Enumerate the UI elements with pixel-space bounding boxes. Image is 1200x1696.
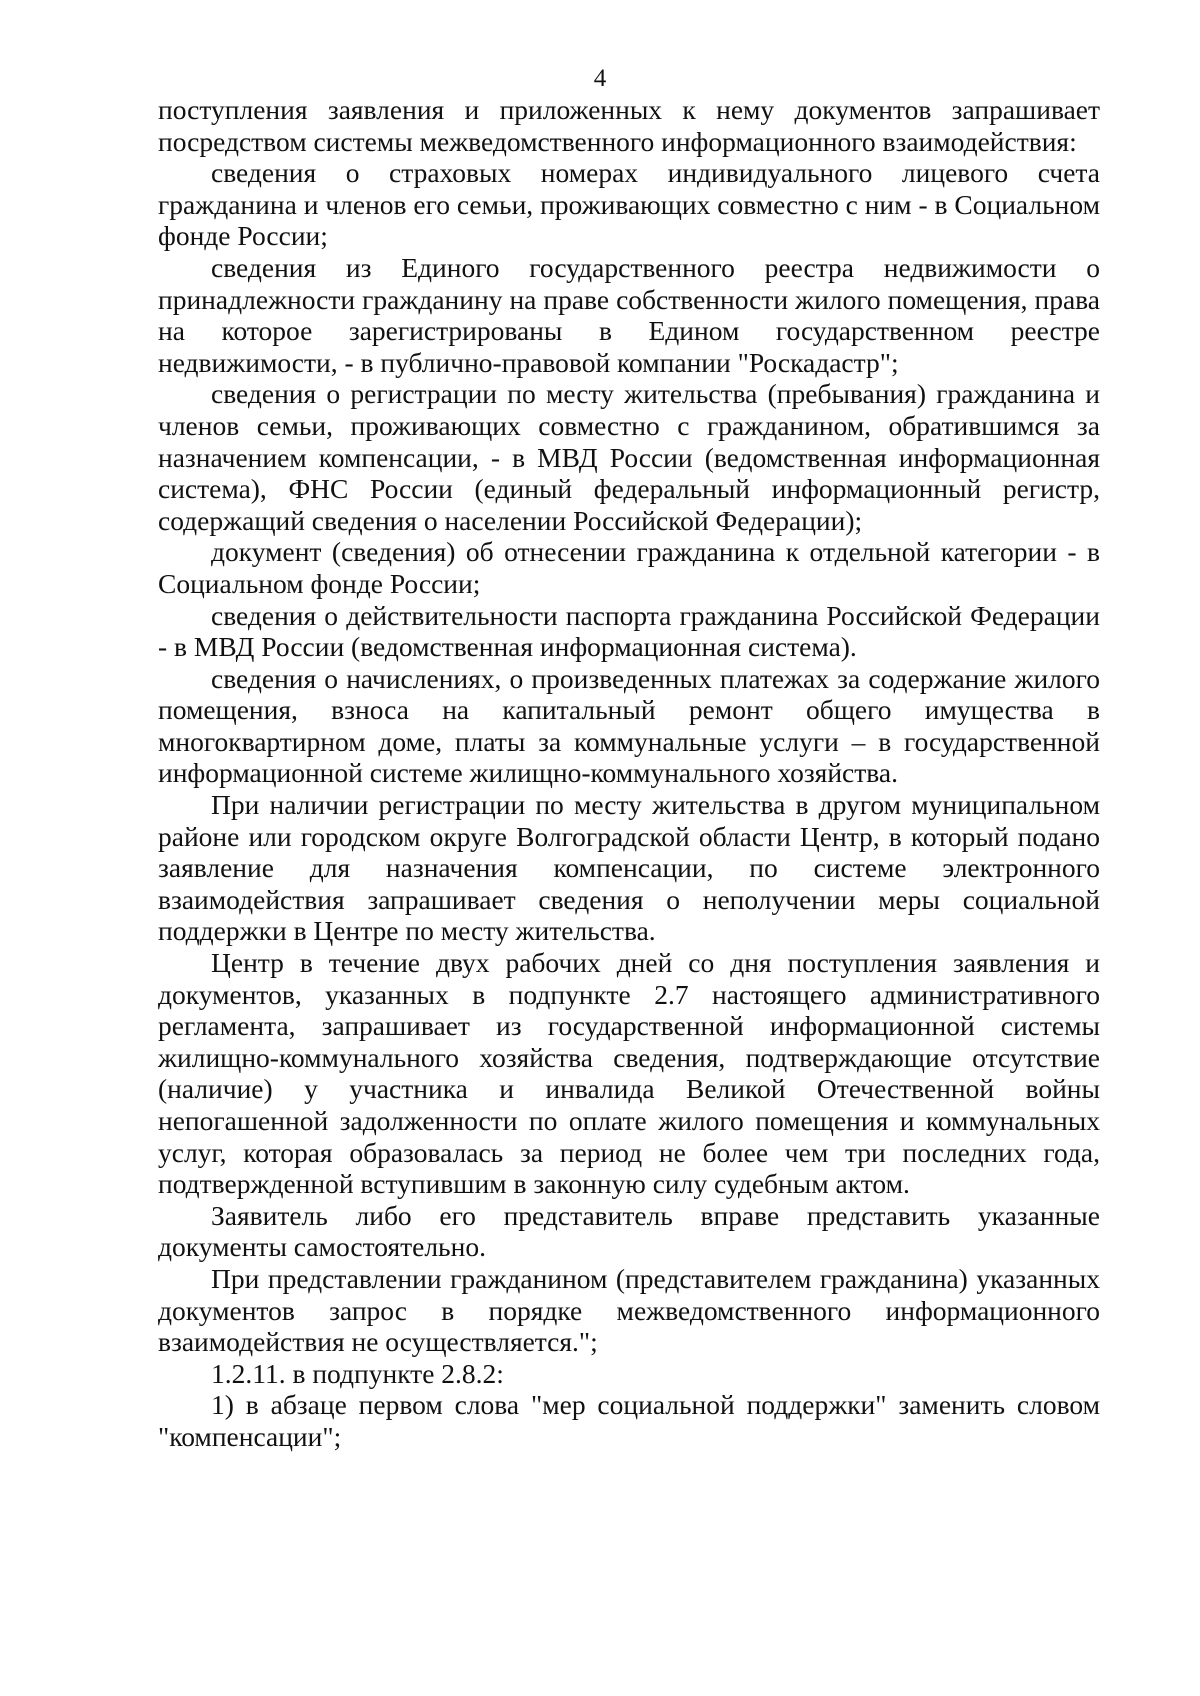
paragraph: сведения о регистрации по месту жительства (пребывания) гражданина и членов семьи, проживающих совместно с гражданином, обратившимся за назначением компенсации, - в МВД России (ведомственная информационная система), ФНС России (единый федеральный информационный регистр, содержащий сведения о населении Российской Федерации); [158,378,1100,536]
paragraph: 1.2.11. в подпункте 2.8.2: [211,1357,504,1389]
paragraph: При представлении гражданином (представителем гражданина) указанных документов запрос в порядке межведомственного информационного взаимодействия не осуществляется."; [158,1262,1100,1358]
paragraph: При наличии регистрации по месту жительства в другом муниципальном районе или городском округе Волгоградской области Центр, в который подано заявление для назначения компенсации, по системе электронного взаимодействия запрашивает сведения о неполучении меры социальной поддержки в Центре по месту жительства. [158,789,1100,947]
paragraph: Центр в течение двух рабочих дней со дня поступления заявления и документов, указанных в подпункте 2.7 настоящего административного регламента, запрашивает из государственной информационной системы жилищно-коммунального хозяйства сведения, подтверждающие отсутствие (наличие) у участника и инвалида Великой Отечественной войны непогашенной задолженности по оплате жилого помещения и коммунальных услуг, которая образовалась за период не более чем три последних года, подтвержденной вступившим в законную силу судебным актом. [158,947,1100,1200]
paragraph: сведения о страховых номерах индивидуального лицевого счета гражданина и членов его семьи, проживающих совместно с ним - в Социальном фонде России; [158,157,1100,252]
paragraph: 1) в абзаце первом слова "мер социальной поддержки" заменить словом "компенсации"; [158,1389,1100,1452]
document-body [158,94,1100,1453]
paragraph: сведения из Единого государственного реестра недвижимости о принадлежности гражданину на праве собственности жилого помещения, права на которое зарегистрированы в Едином государственном реестре недвижимости, - в публично-правовой компании "Роскадастр"; [158,251,1100,378]
page-number: 4 [593,65,607,92]
paragraph: поступления заявления и приложенных к нему документов запрашивает посредством системы межведомственного информационного взаимодействия: [158,94,1100,157]
paragraph: документ (сведения) об отнесении гражданина к отдельной категории - в Социальном фонде России; [158,536,1100,599]
paragraph: сведения о действительности паспорта гражданина Российской Федерации - в МВД России (ведомственная информационная система). [158,599,1100,663]
paragraph: сведения о начислениях, о произведенных платежах за содержание жилого помещения, взноса на капитальный ремонт общего имущества в многоквартирном доме, платы за коммунальные услуги – в государственной информационной системе жилищно-коммунального хозяйства. [158,662,1100,789]
paragraph: Заявитель либо его представитель вправе представить указанные документы самостоятельно. [158,1199,1100,1263]
